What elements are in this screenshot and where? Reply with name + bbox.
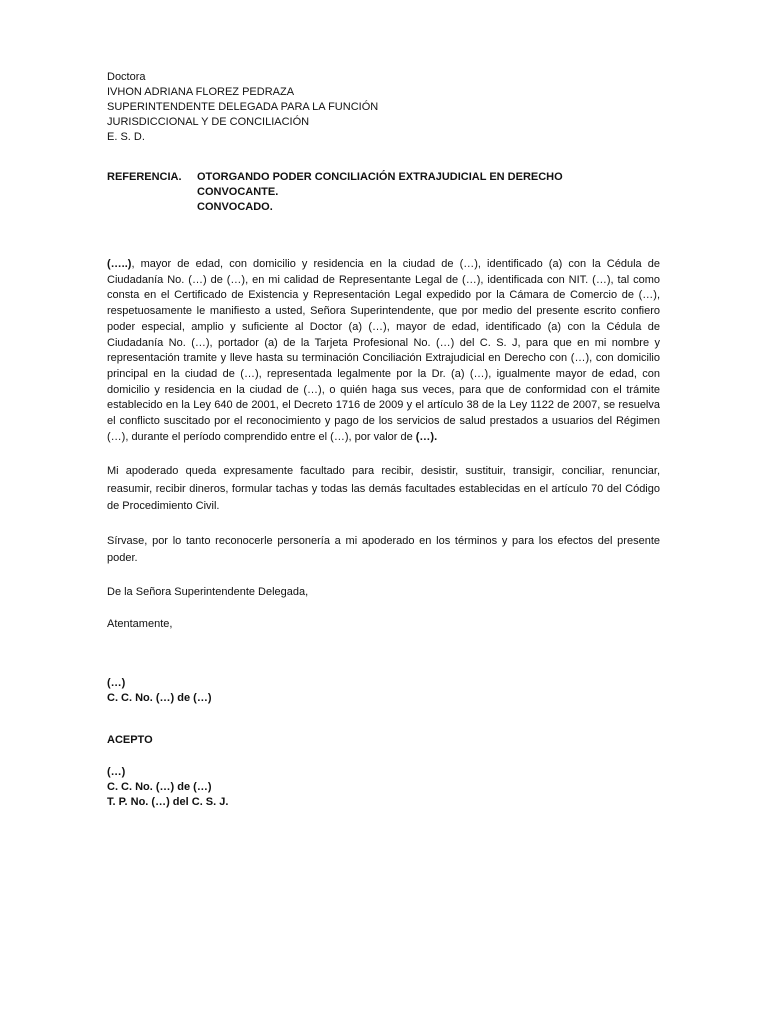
grantor-name: (…) (107, 676, 126, 689)
attorney-signature-block (107, 765, 660, 810)
body-paragraph-1-text: , mayor de edad, con domicilio y residencia en la ciudad de (…), identificado (a) con la Cédula de Ciudadanía No. (…) de (…), en mi calidad de Representante Legal de (…), identificada con NIT. (…), tal como consta en el Certificado de Existencia y Representación Legal expedido por la Cámara de Comercio de (…), respetuosamente le manifiesto a usted, Señora Superintendente, que por medio del presente escrito confiero poder especial, amplio y suficiente al Doctor (a) (…), mayor de edad, identificado (a) con la Cédula de Ciudadanía No. (…), portador (a) de la Tarjeta Profesional No. (…) del C. S. J, para que en mi nombre y representación tramite y lleve hasta su terminación Conciliación Extrajudicial en Derecho con (…), con domicilio principal en la ciudad de (…), representada legalmente por la Dr. (a) (…), igualmente mayor de edad, con domicilio y residencia en la ciudad de (…), o quién haga sus veces, para que de conformidad con el trámite establecido en la Ley 640 de 2001, el Decreto 1716 de 2009 y el artículo 38 de la Ley 1122 de 2007, se resuelva el conflicto suscitado por el reconocimiento y pago de los servicios de salud prestados a usuarios del Régimen (…), durante el período comprendido entre el (…), por valor de (107, 258, 660, 443)
body-paragraph-3: Sírvase, por lo tanto reconocerle personería a mi apoderado en los términos y para los efectos del presente poder. (107, 534, 660, 565)
acceptance-label: ACEPTO (107, 733, 153, 746)
reference-line3: CONVOCADO. (197, 201, 273, 213)
reference-block (107, 170, 660, 215)
addressee-title-line2: JURISDICCIONAL Y DE CONCILIACIÓN (107, 116, 310, 128)
grantor-signature-block (107, 676, 660, 706)
grantor-placeholder: (…..) (107, 258, 132, 270)
letter-page (107, 70, 660, 810)
grantor-id: C. C. No. (…) de (…) (107, 691, 212, 704)
body-paragraph-1 (107, 257, 660, 445)
addressee-salutation: Doctora (107, 71, 146, 83)
addressee-block (107, 70, 660, 145)
attorney-name: (…) (107, 765, 126, 778)
closing-greeting: De la Señora Superintendente Delegada, (107, 585, 309, 598)
attorney-id: C. C. No. (…) de (…) (107, 780, 212, 793)
body-paragraph-2: Mi apoderado queda expresamente facultado para recibir, desistir, sustituir, transigir, conciliar, renunciar, reasumir, recibir dineros, formular tachas y todas las demás facultades establecidas en el artículo 70 del Código de Procedimiento Civil. (107, 465, 660, 513)
addressee-title-line1: SUPERINTENDENTE DELEGADA PARA LA FUNCIÓN (107, 101, 379, 113)
addressee-name: IVHON ADRIANA FLOREZ PEDRAZA (107, 86, 295, 98)
addressee-esd: E. S. D. (107, 131, 145, 143)
reference-line1: OTORGANDO PODER CONCILIACIÓN EXTRAJUDICIAL EN DERECHO (197, 171, 563, 183)
closing-signoff: Atentamente, (107, 617, 173, 630)
attorney-tp: T. P. No. (…) del C. S. J. (107, 795, 229, 808)
reference-line2: CONVOCANTE. (197, 186, 279, 198)
amount-placeholder: (…). (415, 430, 438, 443)
reference-label: REFERENCIA. (107, 171, 182, 183)
